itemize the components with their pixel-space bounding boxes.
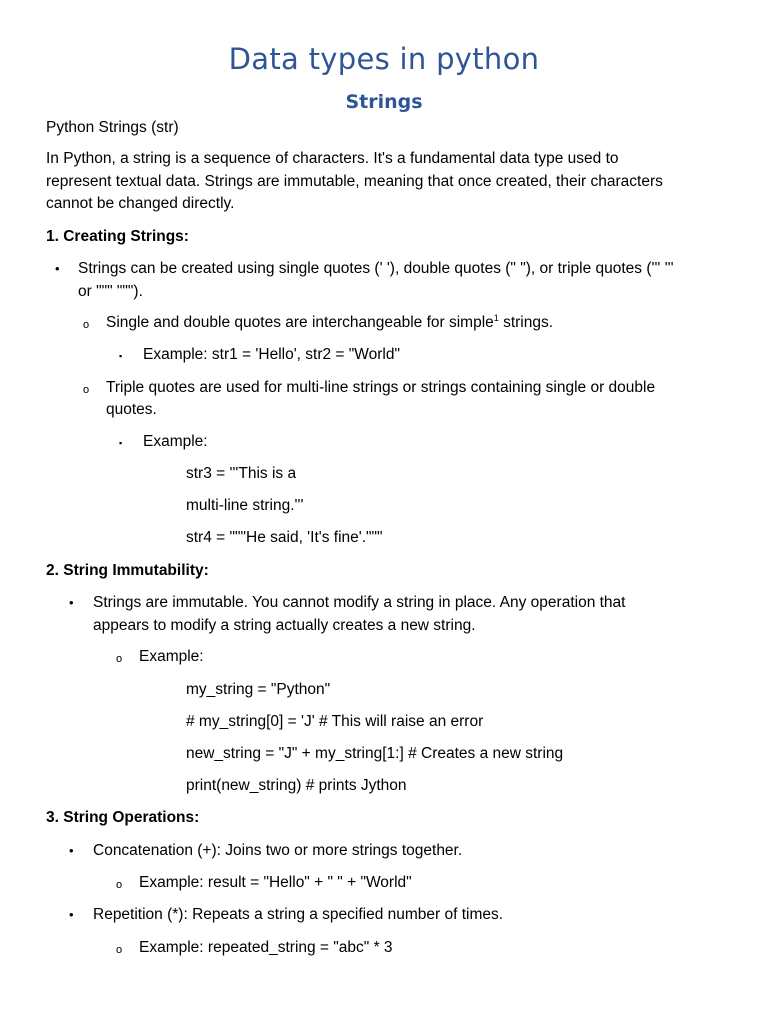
section-3-heading: 3. String Operations: bbox=[46, 809, 200, 826]
s3-bullet-repetition: Repetition (*): Repeats a string a specified number of times. bbox=[93, 906, 504, 923]
bullet-icon: • bbox=[69, 595, 74, 610]
s2-bullet-1-line-2: appears to modify a string actually creates a new string. bbox=[93, 617, 476, 634]
code-line: print(new_string) # prints Jython bbox=[186, 777, 407, 794]
bullet-icon: • bbox=[69, 907, 74, 922]
s2-bullet-1-line-1: Strings are immutable. You cannot modify a string in place. Any operation that bbox=[93, 594, 626, 611]
intro-label: Python Strings (str) bbox=[46, 119, 179, 136]
circle-bullet-icon: o bbox=[83, 319, 90, 331]
section-2-heading: 2. String Immutability: bbox=[46, 562, 209, 579]
intro-paragraph-line-2: represent textual data. Strings are immutable, meaning that once created, their characters bbox=[46, 173, 663, 190]
code-line: # my_string[0] = 'J' # This will raise an error bbox=[186, 713, 484, 730]
s3-concatenation-example: Example: result = "Hello" + " " + "World" bbox=[139, 874, 412, 891]
code-line: new_string = "J" + my_string[1:] # Creates a new string bbox=[186, 745, 564, 762]
code-line: str3 = '''This is a bbox=[186, 465, 297, 482]
section-1-heading: 1. Creating Strings: bbox=[46, 228, 189, 245]
intro-paragraph-line-1: In Python, a string is a sequence of characters. It's a fundamental data type used to bbox=[46, 150, 619, 167]
s1-sub-1-text: Single and double quotes are interchangeable for simple bbox=[106, 314, 494, 331]
intro-paragraph-line-3: cannot be changed directly. bbox=[46, 195, 235, 212]
s1-sub-2-example-label: Example: bbox=[143, 433, 208, 450]
s1-sub-1-text-after: strings. bbox=[498, 314, 554, 331]
code-line: str4 = """He said, 'It's fine'.""" bbox=[186, 529, 383, 546]
square-bullet-icon: ▪ bbox=[119, 351, 123, 361]
circle-bullet-icon: o bbox=[116, 653, 123, 665]
s1-sub-1-example: Example: str1 = 'Hello', str2 = "World" bbox=[143, 346, 400, 363]
section-heading-strings: Strings bbox=[345, 91, 423, 113]
circle-bullet-icon: o bbox=[116, 879, 123, 891]
s1-sub-2-line-1: Triple quotes are used for multi-line strings or strings containing single or double bbox=[106, 379, 656, 396]
bullet-icon: • bbox=[55, 261, 60, 276]
footnote-marker[interactable]: 1 bbox=[493, 312, 499, 323]
s1-sub-1 bbox=[106, 312, 553, 334]
s3-repetition-example: Example: repeated_string = "abc" * 3 bbox=[139, 939, 393, 956]
circle-bullet-icon: o bbox=[116, 944, 123, 956]
code-line: my_string = "Python" bbox=[186, 681, 331, 698]
document-title: Data types in python bbox=[228, 42, 540, 76]
bullet-icon: • bbox=[69, 843, 74, 858]
s1-bullet-1-line-1: Strings can be created using single quotes (' '), double quotes (" "), or triple quotes (''' ''' bbox=[78, 260, 674, 277]
s3-bullet-concatenation: Concatenation (+): Joins two or more strings together. bbox=[93, 842, 463, 859]
s1-bullet-1-line-2: or """ """). bbox=[78, 283, 143, 300]
code-line: multi-line string.''' bbox=[186, 497, 304, 514]
circle-bullet-icon: o bbox=[83, 384, 90, 396]
s1-sub-2-line-2: quotes. bbox=[106, 401, 157, 418]
s2-example-label: Example: bbox=[139, 648, 204, 665]
square-bullet-icon: ▪ bbox=[119, 438, 123, 448]
